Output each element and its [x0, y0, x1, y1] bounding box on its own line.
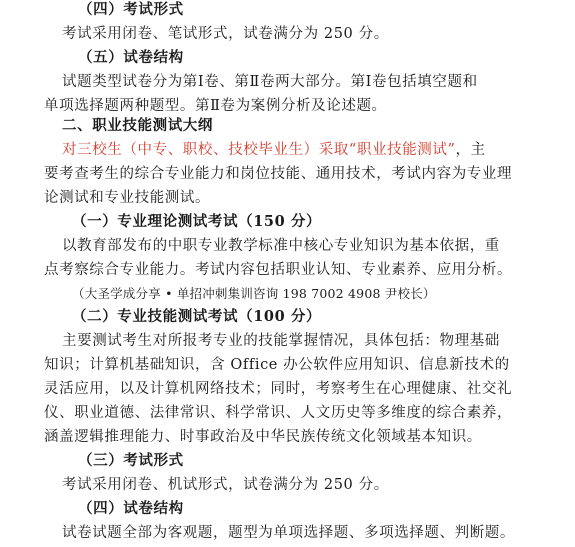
- paragraph-intro-3: 论测试和专业技能测试。: [44, 190, 211, 206]
- section-heading-paper-structure-2: （四）试卷结构: [78, 500, 184, 517]
- paragraph-exam-form: 考试采用闭卷、笔试形式，试卷满分为 250 分。: [62, 26, 389, 42]
- paragraph-skill-5: 涵盖逻辑推理能力、时事政治及中华民族传统文化领域基本知识。: [44, 429, 482, 445]
- section-heading-exam-form-2: （三）考试形式: [78, 452, 184, 469]
- contact-note: （大圣学成分享 • 单招冲刺集训咨询 198 7002 4908 尹校长）: [72, 286, 436, 301]
- paragraph-theory-1: 以教育部发布的中职专业教学标准中核心专业知识为基本依据，重: [62, 238, 500, 254]
- paragraph-skill-1: 主要测试考生对所报考专业的技能掌握情况，具体包括：物理基础: [62, 333, 500, 349]
- paragraph-paper-structure-1: 试题类型试卷分为第Ⅰ卷、第Ⅱ卷两大部分。第Ⅰ卷包括填空题和: [62, 74, 478, 90]
- paragraph-intro-2: 要考查考生的综合专业能力和岗位技能、通用技术，考试内容为专业理: [44, 166, 513, 182]
- highlight-red-text: 对三校生（中专、职校、技校毕业生）采取“职业技能测试”: [62, 142, 456, 158]
- paragraph-skill-3: 灵活应用，以及计算机网络技术；同时，考察考生在心理健康、社交礼: [44, 381, 513, 397]
- paragraph-skill-2: 知识；计算机基础知识，含 Office 办公软件应用知识、信息新技术的: [44, 357, 510, 373]
- paragraph-exam-form-2: 考试采用闭卷、机试形式，试卷满分为 250 分。: [62, 477, 389, 493]
- part-heading-skill-test: 二、职业技能测试大纲: [62, 117, 213, 134]
- paragraph-intro-1: [62, 140, 486, 160]
- intro-1-tail: ，主: [455, 142, 486, 158]
- section-heading-paper-structure: （五）试卷结构: [78, 49, 184, 66]
- section-heading-theory-test: （一）专业理论测试考试（150 分）: [72, 213, 322, 230]
- paragraph-paper-structure-3: 试卷试题全部为客观题，题型为单项选择题、多项选择题、判断题。: [62, 525, 515, 541]
- section-heading-skill-test: （二）专业技能测试考试（100 分）: [72, 308, 322, 325]
- paragraph-theory-2: 点考察综合专业能力。考试内容包括职业认知、专业素养、应用分析。: [44, 262, 513, 278]
- paragraph-skill-4: 仪、职业道德、法律常识、科学常识、人文历史等多维度的综合素养，: [44, 405, 513, 421]
- paragraph-paper-structure-2: 单项选择题两种题型。第Ⅱ卷为案例分析及论述题。: [44, 98, 387, 114]
- section-heading-exam-form: （四）考试形式: [78, 1, 184, 18]
